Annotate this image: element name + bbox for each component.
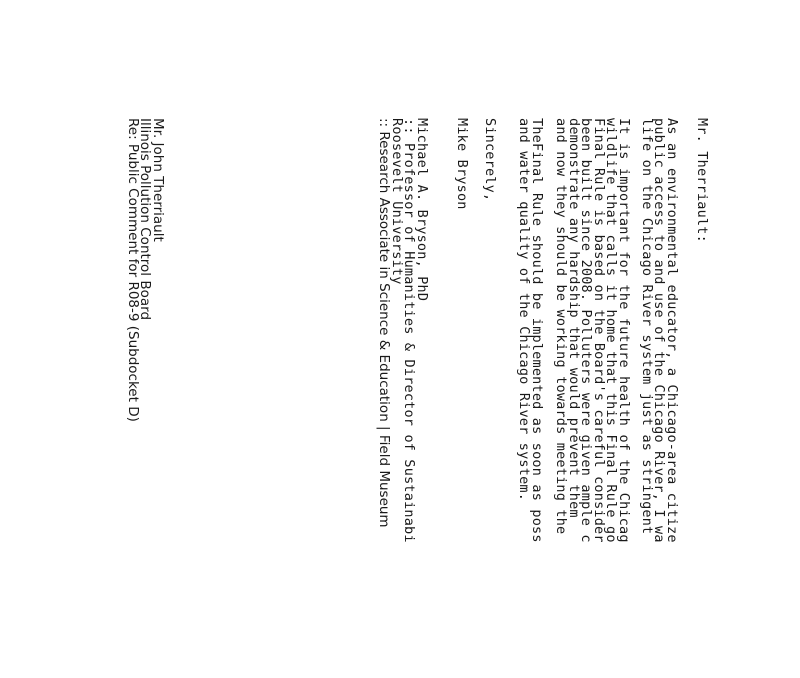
paragraph-1 xyxy=(641,118,679,678)
address-line: Re: Public Comment for R08-9 (Subdocket D) xyxy=(125,118,141,422)
closing-text: Sincerely, xyxy=(482,118,498,202)
closing xyxy=(484,118,497,678)
salutation-text: Mr. Therriault: xyxy=(694,118,710,243)
signature-block xyxy=(391,118,429,678)
paragraph-2-line: and now they should be working towards meeting the xyxy=(553,118,570,535)
paragraph-3-line: TheFinal Rule should be implemented as soon as poss xyxy=(529,118,545,543)
signature-block-affiliation xyxy=(378,118,391,678)
signature-block-line: :: Research Associate in Science & Education | Field Museum xyxy=(376,118,393,528)
signature-block-line: Michael A. Bryson, PhD xyxy=(414,118,430,302)
paragraph-3 xyxy=(518,118,543,678)
signature-block-line: :: Professor of Humanities & Director of Sustainabi xyxy=(401,118,418,543)
signature-name: Mike Bryson xyxy=(454,118,470,210)
address-line: Mr. John Therriault xyxy=(150,118,166,242)
paragraph-2-line: Final Rule is based on the Board's careful consider xyxy=(591,118,607,543)
paragraph-2-line: wildlife that calls it home that this Final Rule go xyxy=(603,118,620,543)
paragraph-2 xyxy=(555,118,630,678)
salutation xyxy=(696,118,709,678)
paragraph-2-line: It is important for the future health of the Chicag xyxy=(616,118,632,543)
rotated-letter-sheet xyxy=(68,118,718,638)
paragraph-2-line: demonstrate any hardship that would prevent them xyxy=(566,118,582,518)
paragraph-1-line: life on the Chicago River system just as stringent xyxy=(639,118,655,535)
paragraph-1-line: As an environmental educator, a Chicago-area citize xyxy=(664,118,680,543)
signature xyxy=(456,118,469,678)
address-line: Illinois Pollution Control Board xyxy=(137,118,154,321)
paragraph-3-line: and water quality of the Chicago River system. xyxy=(516,118,533,502)
address-block xyxy=(127,118,165,678)
paragraph-1-line: public access to and use of the Chicago River, I wa xyxy=(651,118,668,543)
paragraph-2-line: been built since 2008. Polluters were given ample c xyxy=(578,118,595,543)
signature-block-line: Roosevelt University xyxy=(389,118,405,285)
